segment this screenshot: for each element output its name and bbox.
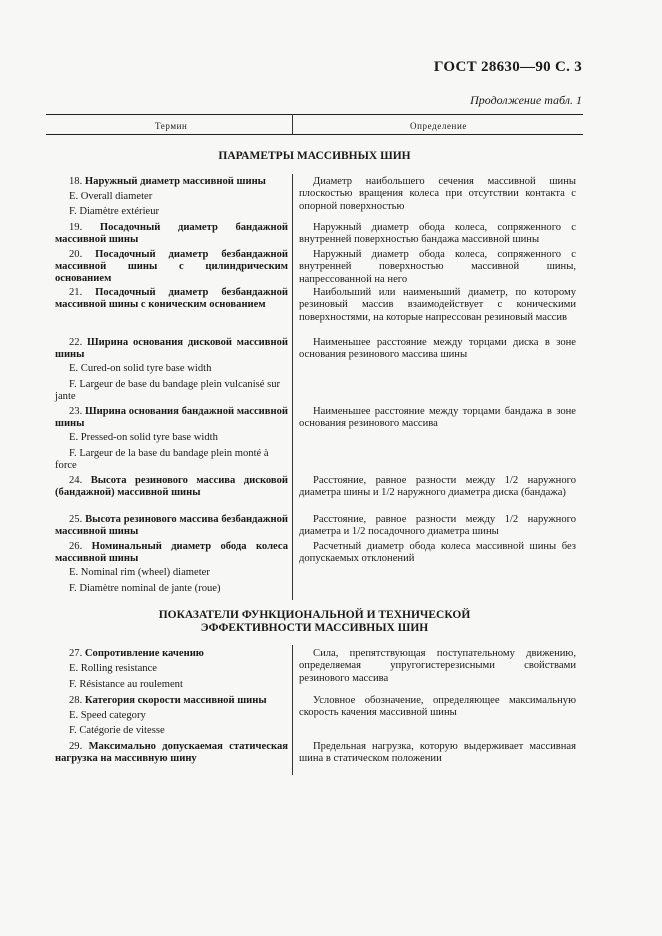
term-28-en: E. Speed category xyxy=(69,710,146,721)
term-28-fr: F. Catégorie de vitesse xyxy=(69,725,165,736)
term-22-en: E. Cured-on solid tyre base width xyxy=(69,363,212,374)
definition-21: Наибольший или наименьший диаметр, по которому резиновый массив взаимодействует с коническими поверхностями, на которые напрессован резиновый массив xyxy=(299,287,576,323)
term-18-fr: F. Diamètre extérieur xyxy=(69,206,160,217)
term-23-en: E. Pressed-on solid tyre base width xyxy=(69,432,218,443)
term-18-en: E. Overall diameter xyxy=(69,191,153,202)
table-continuation-note: Продолжение табл. 1 xyxy=(470,93,582,107)
definition-23: Наименьшее расстояние между торцами бандажа в зоне основания резинового массива xyxy=(299,406,576,430)
column-divider-lower xyxy=(292,645,293,775)
column-header-term: Термин xyxy=(155,121,188,131)
definition-27: Сила, препятствующая поступательному движению, определяемая упругогистерезисными свойствами резинового массива xyxy=(299,648,576,684)
term-18: 18. Наружный диаметр массивной шины xyxy=(69,176,266,187)
table-top-rule xyxy=(46,114,583,115)
section-title-parameters: ПАРАМЕТРЫ МАССИВНЫХ ШИН xyxy=(218,150,411,162)
term-20: 20. Посадочный диаметр безбандажной массивной шины с цилиндрическим основанием xyxy=(55,249,289,284)
term-26: 26. Номинальный диаметр обода колеса массивной шины xyxy=(55,541,288,564)
section-title-performance: ПОКАЗАТЕЛИ ФУНКЦИОНАЛЬНОЙ И ТЕХНИЧЕСКОЙ ЭФФЕКТИВНОСТИ МАССИВНЫХ ШИН xyxy=(158,609,471,634)
definition-18: Диаметр наибольшего сечения массивной шины плоскостью вращения колеса при отсутствии контакта с опорной поверхностью xyxy=(299,176,576,212)
term-29: 29. Максимально допускаемая статическая нагрузка на массивную шину xyxy=(55,741,288,764)
term-27-fr: F. Résistance au roulement xyxy=(69,679,183,690)
column-divider-upper xyxy=(292,174,293,600)
term-24: 24. Высота резинового массива дисковой (бандажной) массивной шины xyxy=(55,475,288,498)
table-header-rule xyxy=(46,134,583,135)
definition-25: Расстояние, равное разности между 1/2 наружного диаметра и 1/2 посадочного диаметра шины xyxy=(299,514,576,538)
definition-20: Наружный диаметр обода колеса, сопряженного с внутренней поверхностью массивной шины, напрессованной на него xyxy=(299,249,576,285)
document-reference: ГОСТ 28630—90 С. 3 xyxy=(433,59,582,75)
term-28: 28. Категория скорости массивной шины xyxy=(69,695,267,706)
definition-22: Наименьшее расстояние между торцами диска в зоне основания резинового массива шины xyxy=(299,337,576,361)
definition-24: Расстояние, равное разности между 1/2 наружного диаметра шины и 1/2 наружного диаметра диска (бандажа) xyxy=(299,475,576,499)
term-22-fr: F. Largeur de base du bandage plein vulcanisé sur jante xyxy=(55,379,281,402)
term-19: 19. Посадочный диаметр бандажной массивной шины xyxy=(55,222,288,245)
term-26-en: E. Nominal rim (wheel) diameter xyxy=(69,567,210,578)
term-25: 25. Высота резинового массива безбандажной массивной шины xyxy=(55,514,288,537)
column-header-definition: Определение xyxy=(410,121,467,131)
term-27-en: E. Rolling resistance xyxy=(69,663,157,674)
term-22: 22. Ширина основания дисковой массивной шины xyxy=(55,337,288,360)
term-21: 21. Посадочный диаметр безбандажной массивной шины с коническим основанием xyxy=(55,287,289,310)
definition-28: Условное обозначение, определяющее максимальную скорость качения массивной шины xyxy=(299,695,576,719)
term-23: 23. Ширина основания бандажной массивной шины xyxy=(55,406,288,429)
definition-26: Расчетный диаметр обода колеса массивной шины без допускаемых отклонений xyxy=(299,541,576,565)
term-27: 27. Сопротивление качению xyxy=(69,648,204,659)
definition-19: Наружный диаметр обода колеса, сопряженного с внутренней поверхностью бандажа массивной шины xyxy=(299,222,576,246)
term-23-fr: F. Largeur de la base du bandage plein monté à force xyxy=(55,448,269,471)
definition-29: Предельная нагрузка, которую выдерживает массивная шина в статическом положении xyxy=(299,741,576,765)
term-26-fr: F. Diamètre nominal de jante (roue) xyxy=(69,583,221,594)
header-column-divider xyxy=(292,114,293,134)
